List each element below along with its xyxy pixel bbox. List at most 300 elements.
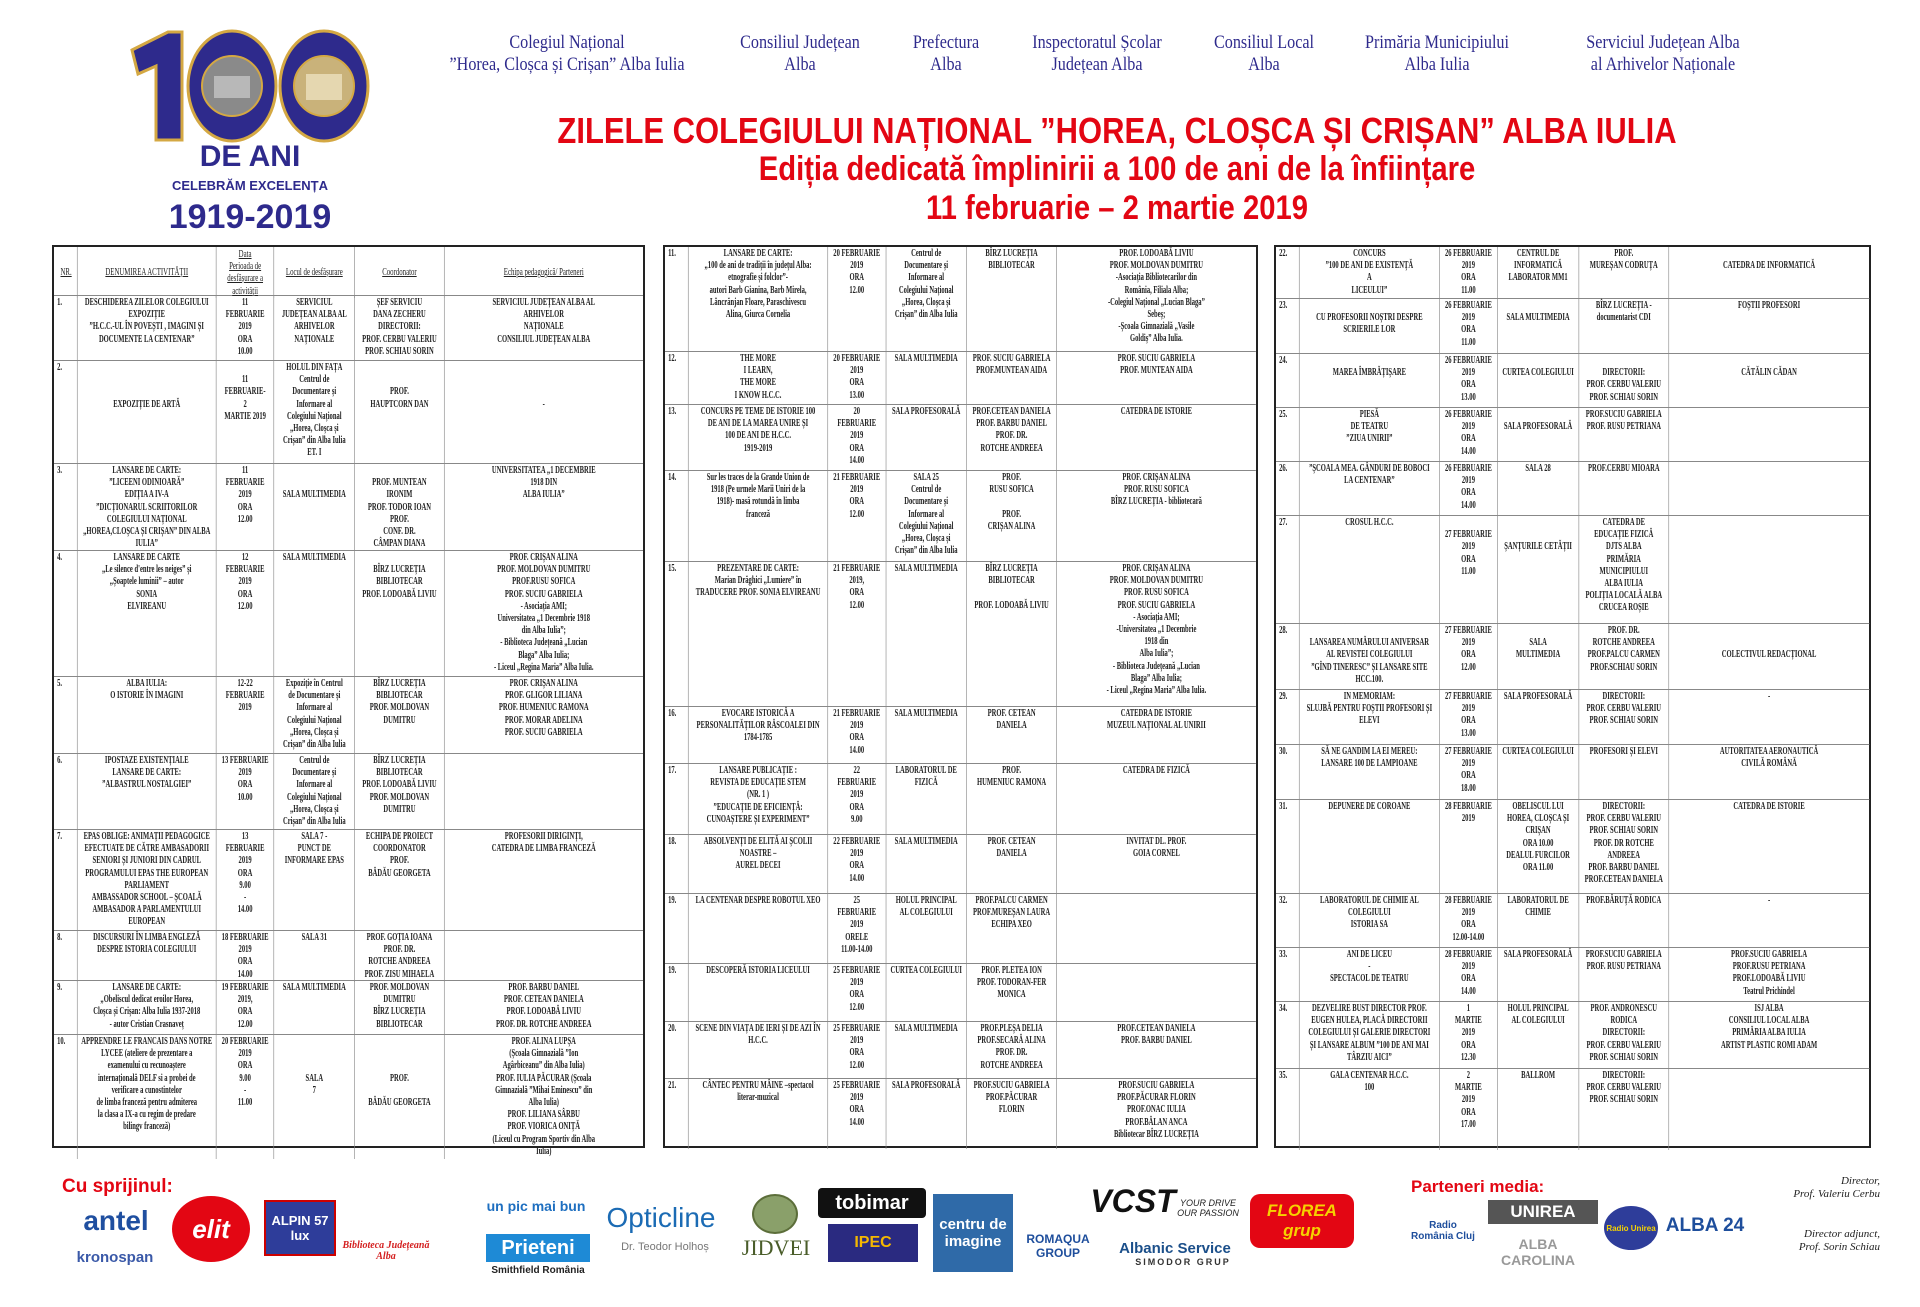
cell-partners: CATEDRA DE INFORMATICĂ (1723, 260, 1816, 272)
cell-coordinator: PROF.PALCU CARMEN PROF.MUREȘAN LAURA ECHIPA XEO (967, 894, 1057, 963)
cell-activity: LANSARE DE CARTE: „Obeliscul dedicat eroilor Horea, Cloșca și Crișan: Alba Iulia 1937-2018 - autor Cristian Crasnaveț (78, 981, 217, 1034)
media-logo-unirea: UNIREA (1488, 1200, 1598, 1224)
sponsor-logo-jidvei: JIDVEI (741, 1235, 811, 1260)
cell-location: CENTRUL DE INFORMATICĂ LABORATOR MM1 (1498, 247, 1579, 298)
cell-nr: 10. (54, 1035, 78, 1159)
table-row (1276, 800, 1869, 894)
cell-nr: 32. (1276, 894, 1300, 947)
cell-activity: EVOCARE ISTORICĂ A PERSONALITĂȚILOR RĂSCOALEI DIN 1784-1785 (689, 707, 828, 763)
cell-location: CURTEA COLEGIULUI (1498, 354, 1579, 407)
cell-activity: DEPUNERE DE COROANE (1300, 800, 1440, 893)
cell-location: SALA PROFESORALĂ (886, 1079, 967, 1149)
cell-location: SALA 7 (274, 1035, 355, 1159)
cell-nr: 35. (1276, 1069, 1300, 1150)
table-row (1276, 690, 1869, 745)
cell-nr: 31. (1276, 800, 1300, 893)
table-row (665, 1079, 1256, 1149)
cell-date: 20 FEBRUARIE 2019 ORA 12.00 (828, 247, 886, 351)
cell-activity: CÂNTEC PENTRU MÂINE –spectacol literar-muzical (689, 1079, 828, 1149)
organizer-prefectura: Prefectura Alba (912, 32, 980, 75)
cell-nr: 28. (1276, 624, 1300, 689)
table-row (54, 464, 643, 551)
cell-partners: PROF.CETEAN DANIELA PROF. BARBU DANIEL (1117, 1023, 1196, 1047)
cell-nr: 9. (54, 981, 78, 1034)
cell-date: 25 FEBRUARIE 2019 ORA 12.00 (828, 964, 886, 1021)
table-row (1276, 354, 1869, 408)
centenary-logo (120, 18, 380, 236)
table-row (1276, 948, 1869, 1002)
cell-location: SALA MULTIMEDIA (886, 562, 967, 706)
table-row (665, 562, 1256, 707)
cell-nr: 1. (54, 296, 78, 360)
cell-date: 28 FEBRUARIE 2019 ORA 14.00 (1440, 948, 1498, 1001)
cell-activity: SCENE DIN VIAȚA DE IERI ȘI DE AZI ÎN H.C.C. (689, 1022, 828, 1078)
organizer-primaria: Primăria Municipiului Alba Iulia (1365, 32, 1509, 75)
cell-partners: - (542, 398, 545, 410)
cell-activity: ABSOLVENȚI DE ELITĂ AI ȘCOLII NOASTRE – AUREL DECEI (689, 835, 828, 893)
table-row (665, 964, 1256, 1022)
page-subtitle: Ediția dedicată împlinirii a 100 de ani de la înființare (758, 150, 1476, 188)
cell-activity: LABORATORUL DE CHIMIE AL COLEGIULUI ISTORIA SA (1300, 894, 1440, 947)
logo-years: 1919-2019 (168, 198, 332, 236)
cell-partners: - (1767, 895, 1771, 906)
cell-nr: 17. (665, 764, 689, 834)
cell-nr: 6. (54, 754, 78, 829)
cell-nr: 18. (665, 835, 689, 893)
table-row (54, 677, 643, 754)
sponsor-logo-albanic: Albanic Service (1119, 1239, 1231, 1257)
sponsor-logo-tobimar: tobimar (818, 1188, 926, 1218)
media-logo-alba-carolina: ALBA CAROLINA (1501, 1236, 1575, 1268)
cell-location: OBELISCUL LUI HOREA, CLOȘCA ȘI CRIȘAN ORA 10.00 DEALUL FURCILOR ORA 11.00 (1498, 800, 1579, 893)
sponsors-label: Cu sprijinul: (62, 1176, 173, 1197)
cell-coordinator: DIRECTORII: PROF. CERBU VALERIU PROF. SCHIAU SORIN (1579, 354, 1669, 407)
media-partners-label: Parteneri media: (1411, 1177, 1545, 1196)
sponsor-logo-centru-de-imagine: centru de imagine (933, 1194, 1013, 1272)
header-cell-location: Locul de desfășurare (274, 247, 355, 298)
cell-activity: ANI DE LICEU - SPECTACOL DE TEATRU (1300, 948, 1440, 1001)
cell-location: SALA PROFESORALĂ (886, 405, 967, 470)
sponsor-logo-opticline: Opticline (606, 1202, 716, 1233)
jidvei-emblem-icon (752, 1194, 798, 1234)
header-cell-activity: DENUMIREA ACTIVITĂȚII (78, 247, 217, 298)
cell-location: CURTEA COLEGIULUI (1498, 745, 1579, 799)
sponsor-logo-un-pic-mai-bun: un pic mai bun (486, 1198, 586, 1214)
cell-activity: EPAS OBLIGE: ANIMAȚII PEDAGOGICE EFECTUATE DE CĂTRE AMBASADORII SENIORI ȘI JUNIORI DIN CADRUL PROGRAMULUI EPAS THE EUROPEAN PARLIAMENT AMBASSADOR SCHOOL – ȘCOALĂ AMBASADOR A PARLAMENTULUI EUROPEAN (78, 830, 217, 930)
cell-coordinator: DIRECTORII: PROF. CERBU VALERIU PROF. SCHIAU SORIN PROF. DR ROTCHE ANDREEA PROF. BARBU DANIEL PROF.CETEAN DANIELA (1579, 800, 1669, 893)
cell-activity: Sur les traces de la Grande Union de 1918 (Pe urmele Marii Uniri de la 1918)- masă rotundă în limba franceză (689, 471, 828, 561)
cell-nr: 22. (1276, 247, 1300, 298)
cell-date: 28 FEBRUARIE 2019 (1440, 800, 1498, 893)
sponsor-logo-vcst: VCST (1090, 1182, 1176, 1219)
cell-coordinator: BÎRZ LUCREȚIA BIBLIOTECAR PROF. MOLDOVAN DUMITRU (355, 677, 445, 753)
cell-partners: FOȘTII PROFESORI (1737, 300, 1801, 311)
cell-nr: 33. (1276, 948, 1300, 1001)
cell-coordinator: PROF. HUMENIUC RAMONA (967, 764, 1057, 834)
schedule-table-1 (52, 245, 645, 1157)
table-row (54, 551, 643, 677)
cell-coordinator: PROF. RUSU SOFICA PROF. CRIȘAN ALINA (967, 471, 1057, 561)
cell-coordinator: PROF. MOLDOVAN DUMITRU BÎRZ LUCREȚIA BIBLIOTECAR (355, 981, 445, 1034)
cell-nr: 25. (1276, 408, 1300, 461)
cell-coordinator: DIRECTORII: PROF. CERBU VALERIU PROF. SCHIAU SORIN (1579, 690, 1669, 744)
cell-coordinator: PROF. CETEAN DANIELA (967, 707, 1057, 763)
cell-nr: 5. (54, 677, 78, 753)
cell-date: 20 FEBRUARIE 2019 ORA 13.00 (828, 352, 886, 404)
cell-nr: 29. (1276, 690, 1300, 744)
cell-location: SALA MULTIMEDIA (1498, 624, 1579, 689)
cell-date: 21 FEBRUARIE 2019, ORA 12.00 (828, 562, 886, 706)
table-row (665, 405, 1256, 471)
cell-activity: THE MORE I LEARN, THE MORE I KNOW H.C.C. (689, 352, 828, 404)
organizer-consiliul-local: Consiliul Local Alba (1213, 32, 1315, 75)
cell-date: 28 FEBRUARIE 2019 ORA 12.00-14.00 (1440, 894, 1498, 947)
cell-location: CURTEA COLEGIULUI (886, 964, 967, 1021)
logo-100-graphic (120, 18, 380, 148)
cell-activity: EXPOZIȚIE DE ARTĂ (78, 361, 217, 463)
cell-date: 11 FEBRUARIE 2019 ORA 10.00 (217, 296, 275, 360)
table-row (665, 707, 1256, 764)
cell-location: SALA PROFESORALĂ (1498, 408, 1579, 461)
cell-partners: CĂTĂLIN CĂDAN (1741, 367, 1797, 379)
cell-coordinator: BÎRZ LUCREȚIA BIBLIOTECAR PROF. LODOABĂ LIVIU (355, 551, 445, 676)
cell-location: SALA MULTIMEDIA (274, 981, 355, 1034)
media-logo-radio-romania-cluj: Radio România Cluj (1411, 1220, 1475, 1242)
cell-partners: COLECTIVUL REDACȚIONAL (1721, 649, 1817, 661)
cell-coordinator: PROF. SUCIU GABRIELA PROF.MUNTEAN AIDA (967, 352, 1057, 404)
cell-activity: CONCURS PE TEME DE ISTORIE 100 DE ANI DE LA MAREA UNIRE ȘI 100 DE ANI DE H.C.C. 1919-2019 (689, 405, 828, 470)
cell-location: SALA PROFESORALĂ (1498, 690, 1579, 744)
cell-partners (1057, 964, 1256, 1021)
cell-partners (1057, 894, 1256, 963)
table-row (54, 296, 643, 361)
deputy-director-signature: Director adjunct, Prof. Sorin Schiau (1798, 1228, 1880, 1253)
logo-tagline: CELEBRĂM EXCELENȚA (171, 178, 328, 193)
cell-activity: IN MEMORIAM: SLUJBĂ PENTRU FOȘTII PROFESORI ȘI ELEVI (1300, 690, 1440, 744)
cell-coordinator: BÎRZ LUCREȚIA BIBLIOTECAR PROF. LODOABĂ LIVIU PROF. MOLDOVAN DUMITRU (355, 754, 445, 829)
header-cell-date: Data Perioada de desfășurare a activității (217, 247, 275, 298)
cell-nr: 21. (665, 1079, 689, 1149)
cell-coordinator: PROF. PLETEA ION PROF. TODORAN-FER MONICA (967, 964, 1057, 1021)
cell-date: 21 FEBRUARIE 2019 ORA 14.00 (828, 707, 886, 763)
cell-coordinator: PROF. MUNTEAN IRONIM PROF. TODOR IOAN PROF. CONF. DR. CÂMPAN DIANA (355, 464, 445, 551)
cell-partners: PROF. ALINA LUPȘA (Școala Gimnazială ”Ion Agârbiceanu” din Alba Iulia) PROF. IULIA PĂCURAR (Școala Gimnazială ”Mihai Eminescu” din Alba Iulia) PROF. LILIANA SÂRBU PROF. VIORICA ONIȚĂ (Liceul cu Program Sportiv din Alba Iulia) (492, 1036, 596, 1157)
schedule-table-3 (1274, 245, 1871, 1148)
cell-partners: ISJ ALBA CONSILIUL LOCAL ALBA PRIMĂRIA ALBA IULIA ARTIST PLASTIC ROMI ADAM (1720, 1003, 1818, 1051)
cell-nr: 4. (54, 551, 78, 676)
cell-location: SALA 25 Centrul de Documentare și Informare al Colegiului Național „Horea, Cloșca și Crișan” din Alba Iulia (886, 471, 967, 561)
cell-date: 18 FEBRUARIE 2019 ORA 14.00 (217, 931, 275, 982)
cell-activity: MAREA ÎMBRĂȚIȘARE (1300, 354, 1440, 407)
table-row (1276, 1002, 1869, 1069)
organizer-consiliul-judetean: Consiliul Județean Alba (740, 32, 860, 75)
cell-activity: PREZENTARE DE CARTE: Marian Drăghici „Lumiere” în TRADUCERE PROF. SONIA ELVIREANU (689, 562, 828, 706)
table-row (1276, 299, 1869, 354)
sponsor-logo-biblioteca: Biblioteca Județeană Alba (342, 1240, 430, 1262)
cell-coordinator: PROF. CETEAN DANIELA (967, 835, 1057, 893)
cell-date: 20 FEBRUARIE 2019 ORA 14.00 (828, 405, 886, 470)
cell-coordinator: PROF.BĂRUȚĂ RODICA (1579, 894, 1669, 947)
cell-activity: LANSARE DE CARTE: ”LICEENI ODINIOARĂ” EDIȚIA A IV-A ”DICȚIONARUL SCRIITORILOR COLEGIULUI NAȚIONAL „HOREA,CLOȘCA ȘI CRIȘAN” DIN ALBA IULIA” (78, 464, 217, 551)
cell-date: 27 FEBRUARIE 2019 ORA 13.00 (1440, 690, 1498, 744)
cell-date: 27 FEBRUARIE 2019 ORA 12.00 (1440, 624, 1498, 689)
cell-activity: IPOSTAZE EXISTENȚIALE LANSARE DE CARTE: ”ALBASTRUL NOSTALGIEI” (78, 754, 217, 829)
cell-coordinator: ECHIPA DE PROIECT COORDONATOR PROF. BĂDĂU GEORGETA (355, 830, 445, 930)
cell-date: 22 FEBRUARIE 2019 ORA 9.00 (828, 764, 886, 834)
cell-coordinator: PROF.CETEAN DANIELA PROF. BARBU DANIEL PROF. DR. ROTCHE ANDREEA (967, 405, 1057, 470)
header-cell-nr: NR. (54, 247, 78, 298)
table-row (665, 764, 1256, 835)
table-row (54, 931, 643, 981)
cell-date: 26 FEBRUARIE 2019 ORA 14.00 (1440, 408, 1498, 461)
cell-partners (445, 931, 643, 982)
cell-location: Expoziție în Centrul de Documentare și Informare al Colegiului Național „Horea, Cloșca și Crișan” din Alba Iulia (274, 677, 355, 753)
cell-partners (1669, 516, 1869, 623)
cell-activity: LANSARE DE CARTE „Le silence d'entre les neiges” și „Șoaptele luminii” – autor SONIA ELVIREANU (78, 551, 217, 676)
cell-date: 26 FEBRUARIE 2019 ORA 11.00 (1440, 247, 1498, 298)
cell-nr: 7. (54, 830, 78, 930)
cell-location: SALA MULTIMEDIA (886, 352, 967, 404)
table-row (1276, 624, 1869, 690)
cell-nr: 12. (665, 352, 689, 404)
cell-location: SALA MULTIMEDIA (886, 707, 967, 763)
sponsor-logo-ipec: IPEC (828, 1224, 918, 1262)
cell-coordinator: BÎRZ LUCREȚIA BIBLIOTECAR (967, 247, 1057, 351)
sponsor-logo-smithfield: Smithfield România (491, 1265, 585, 1276)
cell-location: LABORATORUL DE FIZICĂ (886, 764, 967, 834)
cell-partners: UNIVERSITATEA „1 DECEMBRIE 1918 DIN ALBA IULIA” (491, 465, 596, 501)
sponsor-logo-prieteni: Prieteni (486, 1234, 590, 1262)
cell-location: Centrul de Documentare și Informare al Colegiului Național „Horea, Cloșca și Crișan” din Alba Iulia (274, 754, 355, 829)
cell-nr: 13. (665, 405, 689, 470)
table-header-row (54, 247, 643, 296)
header-cell-coordinator: Coordonator (355, 247, 445, 298)
cell-date: 26 FEBRUARIE 2019 ORA 14.00 (1440, 462, 1498, 515)
cell-coordinator: PROF.SUCIU GABRIELA PROF.PĂCURAR FLORIN (967, 1079, 1057, 1149)
cell-activity: ”ȘCOALA MEA. GÂNDURI DE BOBOCI LA CENTENAR” (1300, 462, 1440, 515)
cell-activity: DESCHIDEREA ZILELOR COLEGIULUI EXPOZIȚIE ”H.C.C.-UL ÎN POVEȘTI , IMAGINI ȘI DOCUMENTE LA CENTENAR” (78, 296, 217, 360)
cell-activity: LANSARE DE CARTE: „100 de ani de tradiții în județul Alba: etnografie și folclor”- autori Barb Gianina, Barb Mirela, Lâncrănjan Floare, Paraschivescu Alina, Giurca Cornelia (689, 247, 828, 351)
table-row (54, 754, 643, 830)
cell-location: SALA MULTIMEDIA (886, 835, 967, 893)
cell-activity: SĂ NE GANDIM LA EI MEREU: LANSARE 100 DE LAMPIOANE (1300, 745, 1440, 799)
cell-coordinator: PROF. ANDRONESCU RODICA DIRECTORII: PROF. CERBU VALERIU PROF. SCHIAU SORIN (1579, 1002, 1669, 1068)
cell-activity: CU PROFESORII NOȘTRI DESPRE SCRIERILE LOR (1300, 299, 1440, 353)
cell-nr: 16. (665, 707, 689, 763)
cell-partners: PROF.SUCIU GABRIELA PROF.PĂCURAR FLORIN PROF.ONAC IULIA PROF.BĂLAN ANCA Bibliotecar BÎRZ LUCREȚIA (1113, 1080, 1199, 1140)
cell-coordinator: PROF. MUREȘAN CODRUȚA (1579, 247, 1669, 298)
table-row (665, 835, 1256, 894)
cell-activity: GALA CENTENAR H.C.C. 100 (1300, 1069, 1440, 1150)
cell-coordinator: PROF. GOȚIA IOANA PROF. DR. ROTCHE ANDREEA PROF. ZISU MIHAELA (355, 931, 445, 982)
schedule-table-2 (663, 245, 1258, 1148)
cell-date: 13 FEBRUARIE 2019 ORA 10.00 (217, 754, 275, 829)
sponsor-logo-kronospan: kronospan (76, 1248, 154, 1266)
cell-location: SERVICIUL JUDEȚEAN ALBA AL ARHIVELOR NAȚIONALE (274, 296, 355, 360)
table-row (54, 1035, 643, 1157)
cell-partners: PROF. CRIȘAN ALINA PROF. MOLDOVAN DUMITRU PROF. RUSU SOFICA PROF. SUCIU GABRIELA - Asociația AMI; -Universitatea „1 Decembrie 1918 din Alba Iulia”; - Biblioteca Județeană „Lucian Blaga” Alba Iulia; - Liceul „Regina Maria” Alba Iulia. (1106, 563, 1207, 697)
organizer-arhive: Serviciul Județean Alba al Arhivelor Naționale (1586, 32, 1740, 75)
cell-partners (1669, 408, 1869, 461)
cell-date: 22 FEBRUARIE 2019 ORA 14.00 (828, 835, 886, 893)
cell-date: 12-22 FEBRUARIE 2019 (217, 677, 275, 753)
cell-partners: CATEDRA DE ISTORIE (1120, 406, 1193, 417)
cell-partners: CATEDRA DE ISTORIE (1733, 801, 1805, 812)
table-row (665, 1022, 1256, 1079)
cell-date: 26 FEBRUARIE 2019 ORA 11.00 (1440, 299, 1498, 353)
table-row (1276, 462, 1869, 516)
cell-coordinator: PROF.PLEȘA DELIA PROF.SECARĂ ALINA PROF. DR. ROTCHE ANDREEA (967, 1022, 1057, 1078)
sponsor-logo-romaqua: ROMAQUA GROUP (1026, 1232, 1090, 1260)
cell-date: 1 MARTIE 2019 ORA 12.30 (1440, 1002, 1498, 1068)
cell-coordinator: PROF.SUCIU GABRIELA PROF. RUSU PETRIANA (1579, 948, 1669, 1001)
cell-activity: DEZVELIRE BUST DIRECTOR PROF. EUGEN HULEA, PLACĂ DIRECTORII COLEGIULUI ȘI GALERIE DIRECTORI ȘI LANSARE ALBUM ”100 DE ANI MAI TÂRZIU AICI” (1300, 1002, 1440, 1068)
cell-nr: 26. (1276, 462, 1300, 515)
sponsor-logo-florea: FLOREA grup (1250, 1194, 1354, 1248)
cell-coordinator: PROF. BĂDĂU GEORGETA (355, 1035, 445, 1159)
sponsor-logo-elit: elit (172, 1196, 250, 1262)
table-row (665, 247, 1256, 352)
cell-date: 12 FEBRUARIE 2019 ORA 12.00 (217, 551, 275, 676)
cell-activity: ALBA IULIA: O ISTORIE ÎN IMAGINI (78, 677, 217, 753)
cell-location: SALA MULTIMEDIA (886, 1022, 967, 1078)
cell-date: 20 FEBRUARIE 2019 ORA 9.00 - 11.00 (217, 1035, 275, 1159)
cell-partners: PROF. CRIȘAN ALINA PROF. MOLDOVAN DUMITRU PROF.RUSU SOFICA PROF. SUCIU GABRIELA - Asociația AMI; Universitatea „1 Decembrie 1918 din Alba Iulia”; - Biblioteca Județeană „Lucian Blaga” Alba Iulia; - Liceul „Regina Maria” Alba Iulia. (493, 552, 594, 673)
cell-partners: AUTORITATEA AERONAUTICĂ CIVILĂ ROMÂNĂ (1719, 746, 1819, 770)
cell-partners (1669, 1069, 1869, 1150)
page-title: ZILELE COLEGIULUI NAȚIONAL ”HOREA, CLOȘCA ȘI CRIȘAN” ALBA IULIA (557, 110, 1677, 151)
cell-partners (445, 754, 643, 829)
table-row (1276, 516, 1869, 624)
table-row (1276, 1069, 1869, 1150)
cell-location: SALA 31 (274, 931, 355, 982)
cell-partners: CATEDRA DE ISTORIE MUZEUL NAȚIONAL AL UNIRII (1107, 708, 1206, 732)
cell-activity: CONCURS ”100 DE ANI DE EXISTENȚĂ A LICEULUI” (1300, 247, 1440, 298)
page-dates: 11 februarie – 2 martie 2019 (925, 189, 1309, 227)
cell-location: ȘANȚURILE CETĂȚII (1498, 516, 1579, 623)
cell-partners: PROF. BARBU DANIEL PROF. CETEAN DANIELA PROF. LODOABĂ LIVIU PROF. DR. ROTCHE ANDREEA (495, 982, 592, 1030)
cell-location: SALA 7 - PUNCT DE INFORMARE EPAS (274, 830, 355, 930)
cell-partners: CATEDRA DE FIZICĂ (1122, 765, 1190, 776)
cell-date: 11 FEBRUARIE 2019 ORA 12.00 (217, 464, 275, 551)
cell-activity: LA CENTENAR DESPRE ROBOTUL XEO (689, 894, 828, 963)
cell-date: 25 FEBRUARIE 2019 ORA 12.00 (828, 1022, 886, 1078)
cell-coordinator: PROFESORI ȘI ELEVI (1579, 745, 1669, 799)
media-logo-radio-unirea: Radio Unirea (1604, 1206, 1658, 1250)
cell-partners: PROF.SUCIU GABRIELA PROF.RUSU PETRIANA PROF.LODOABĂ LIVIU Teatrul Prichindel (1731, 949, 1808, 997)
cell-nr: 20. (665, 1022, 689, 1078)
cell-coordinator: PROF. DR. ROTCHE ANDREEA PROF.PALCU CARMEN PROF.SCHIAU SORIN (1579, 624, 1669, 689)
cell-coordinator: ȘEF SERVICIU DANA ZECHERU DIRECTORII: PROF. CERBU VALERIU PROF. SCHIAU SORIN (355, 296, 445, 360)
table-row (1276, 894, 1869, 948)
table-row (54, 361, 643, 464)
cell-coordinator: DIRECTORII: PROF. CERBU VALERIU PROF. SCHIAU SORIN (1579, 1069, 1669, 1150)
cell-date: 25 FEBRUARIE 2019 ORA 14.00 (828, 1079, 886, 1149)
cell-nr: 23. (1276, 299, 1300, 353)
table-row (665, 894, 1256, 964)
cell-location: SALA PROFESORALĂ (1498, 948, 1579, 1001)
cell-location: BALLROM (1498, 1069, 1579, 1150)
cell-location: HOLUL PRINCIPAL AL COLEGIULUI (1498, 1002, 1579, 1068)
cell-date: 2 MARTIE 2019 ORA 17.00 (1440, 1069, 1498, 1150)
organizer-inspectoratul: Inspectoratul Școlar Județean Alba (1032, 32, 1162, 75)
table-row (1276, 247, 1869, 299)
cell-location: SALA MULTIMEDIA (274, 464, 355, 551)
cell-partners: PROF. CRIȘAN ALINA PROF. GLIGOR LILIANA PROF. HUMENIUC RAMONA PROF. MORAR ADELINA PROF. SUCIU GABRIELA (498, 678, 589, 738)
cell-activity: CROSUL H.C.C. (1300, 516, 1440, 623)
sponsor-logo-simodor: SIMODOR GRUP (1135, 1257, 1231, 1267)
cell-coordinator: BÎRZ LUCREȚIA - documentarist CDI (1579, 299, 1669, 353)
cell-nr: 19. (665, 964, 689, 1021)
cell-date: 13 FEBRUARIE 2019 ORA 9.00 - 14.00 (217, 830, 275, 930)
cell-nr: 8. (54, 931, 78, 982)
cell-partners: PROFESORII DIRIGINȚI, CATEDRA DE LIMBA FRANCEZĂ (491, 831, 596, 855)
cell-coordinator: PROF.SUCIU GABRIELA PROF. RUSU PETRIANA (1579, 408, 1669, 461)
cell-nr: 30. (1276, 745, 1300, 799)
cell-coordinator: PROF.CERBU MIOARA (1579, 462, 1669, 515)
cell-date: 27 FEBRUARIE 2019 ORA 18.00 (1440, 745, 1498, 799)
sponsor-logo-vcst-slogan: YOUR DRIVE OUR PASSION (1177, 1198, 1239, 1218)
cell-partners: - (1767, 691, 1771, 702)
organizer-colegiul: Colegiul Național ”Horea, Cloșca și Crișan” Alba Iulia (449, 32, 685, 75)
cell-location: HOLUL DIN FAȚA Centrul de Documentare și Informare al Colegiului Național „Horea, Cloșca și Crișan” din Alba Iulia ET. I (274, 361, 355, 463)
cell-activity: DISCURSURI ÎN LIMBA ENGLEZĂ DESPRE ISTORIA COLEGIULUI (78, 931, 217, 982)
logo-de-ani: DE ANI (199, 140, 301, 173)
cell-location: SALA MULTIMEDIA (274, 551, 355, 676)
cell-date: 11 FEBRUARIE- 2 MARTIE 2019 (217, 361, 275, 463)
cell-location: SALA 28 (1498, 462, 1579, 515)
director-signature: Director, Prof. Valeriu Cerbu (1793, 1175, 1880, 1200)
cell-date: 21 FEBRUARIE 2019 ORA 12.00 (828, 471, 886, 561)
cell-activity: LANSARE PUBLICAȚIE : REVISTA DE EDUCAȚIE STEM (NR. 1 ) ”EDUCAȚIE DE EFICIENȚĂ: CUNOAȘTERE ȘI EXPERIMENT” (689, 764, 828, 834)
cell-date: 25 FEBRUARIE 2019 ORELE 11.00-14.00 (828, 894, 886, 963)
table-row (54, 830, 643, 931)
cell-nr: 15. (665, 562, 689, 706)
table-row (665, 471, 1256, 562)
cell-activity: PIESĂ DE TEATRU ”ZIUA UNIRII” (1300, 408, 1440, 461)
cell-date: 27 FEBRUARIE 2019 ORA 11.00 (1440, 516, 1498, 623)
cell-nr: 24. (1276, 354, 1300, 407)
table-row (1276, 745, 1869, 800)
cell-location: SALA MULTIMEDIA (1498, 299, 1579, 353)
cell-date: 19 FEBRUARIE 2019, ORA 12.00 (217, 981, 275, 1034)
cell-coordinator: PROF. HAUPTCORN DAN (355, 361, 445, 463)
table-row (665, 352, 1256, 405)
sponsor-logo-opticline-doctor: Dr. Teodor Holhoș (621, 1241, 709, 1253)
cell-nr: 11. (665, 247, 689, 351)
cell-location: Centrul de Documentare și Informare al Colegiului Național „Horea, Cloșca și Crișan” din Alba Iulia (886, 247, 967, 351)
cell-partners: PROF. CRIȘAN ALINA PROF. RUSU SOFICA BÎRZ LUCREȚIA - bibliotecară (1110, 472, 1202, 508)
cell-partners: PROF. LODOABĂ LIVIU PROF. MOLDOVAN DUMITRU -Asociația Bibliotecarilor din România, Filiala Alba; -Colegiul Național „Lucian Blaga” Sebeș; -Școala Gimnazială „Vasile Goldiș” Alba Iulia. (1107, 248, 1205, 345)
header-cell-partners: Echipa pedagogică/ Parteneri (503, 266, 584, 279)
cell-partners: SERVICIUL JUDEȚEAN ALBA AL ARHIVELOR NAȚIONALE CONSILIUL JUDEȚEAN ALBA (492, 297, 596, 345)
cell-location: HOLUL PRINCIPAL AL COLEGIULUI (886, 894, 967, 963)
cell-nr: 19. (665, 894, 689, 963)
media-logo-alba24: ALBA 24 (1665, 1215, 1745, 1236)
table-row (54, 981, 643, 1035)
cell-activity: APPRENDRE LE FRANCAIS DANS NOTRE LYCEE (ateliere de prezentare a examenului cu recunoaștere internațională DELF si a probei de verificare a cunostintelor de limba franceză pentru admiterea la clasa a IX-a cu regim de predare bilingv franceză) (78, 1035, 217, 1159)
cell-nr: 2. (54, 361, 78, 463)
cell-partners: PROF. SUCIU GABRIELA PROF. MUNTEAN AIDA (1117, 353, 1196, 377)
cell-activity: LANSAREA NUMĂRULUI ANIVERSAR AL REVISTEI COLEGIULUI ”GÎND TINERESC” ȘI LANSARE SITE HCC.100. (1300, 624, 1440, 689)
table-row (1276, 408, 1869, 462)
cell-coordinator: CATEDRA DE EDUCAȚIE FIZICĂ DJTS ALBA PRIMĂRIA MUNICIPIULUI ALBA IULIA POLIȚIA LOCALĂ ALBA CRUCEA ROȘIE (1579, 516, 1669, 623)
cell-activity: DESCOPERĂ ISTORIA LICEULUI (689, 964, 828, 1021)
cell-location: LABORATORUL DE CHIMIE (1498, 894, 1579, 947)
cell-partners (1669, 462, 1869, 515)
cell-nr: 3. (54, 464, 78, 551)
sponsor-logo-antel: antel (83, 1205, 149, 1236)
